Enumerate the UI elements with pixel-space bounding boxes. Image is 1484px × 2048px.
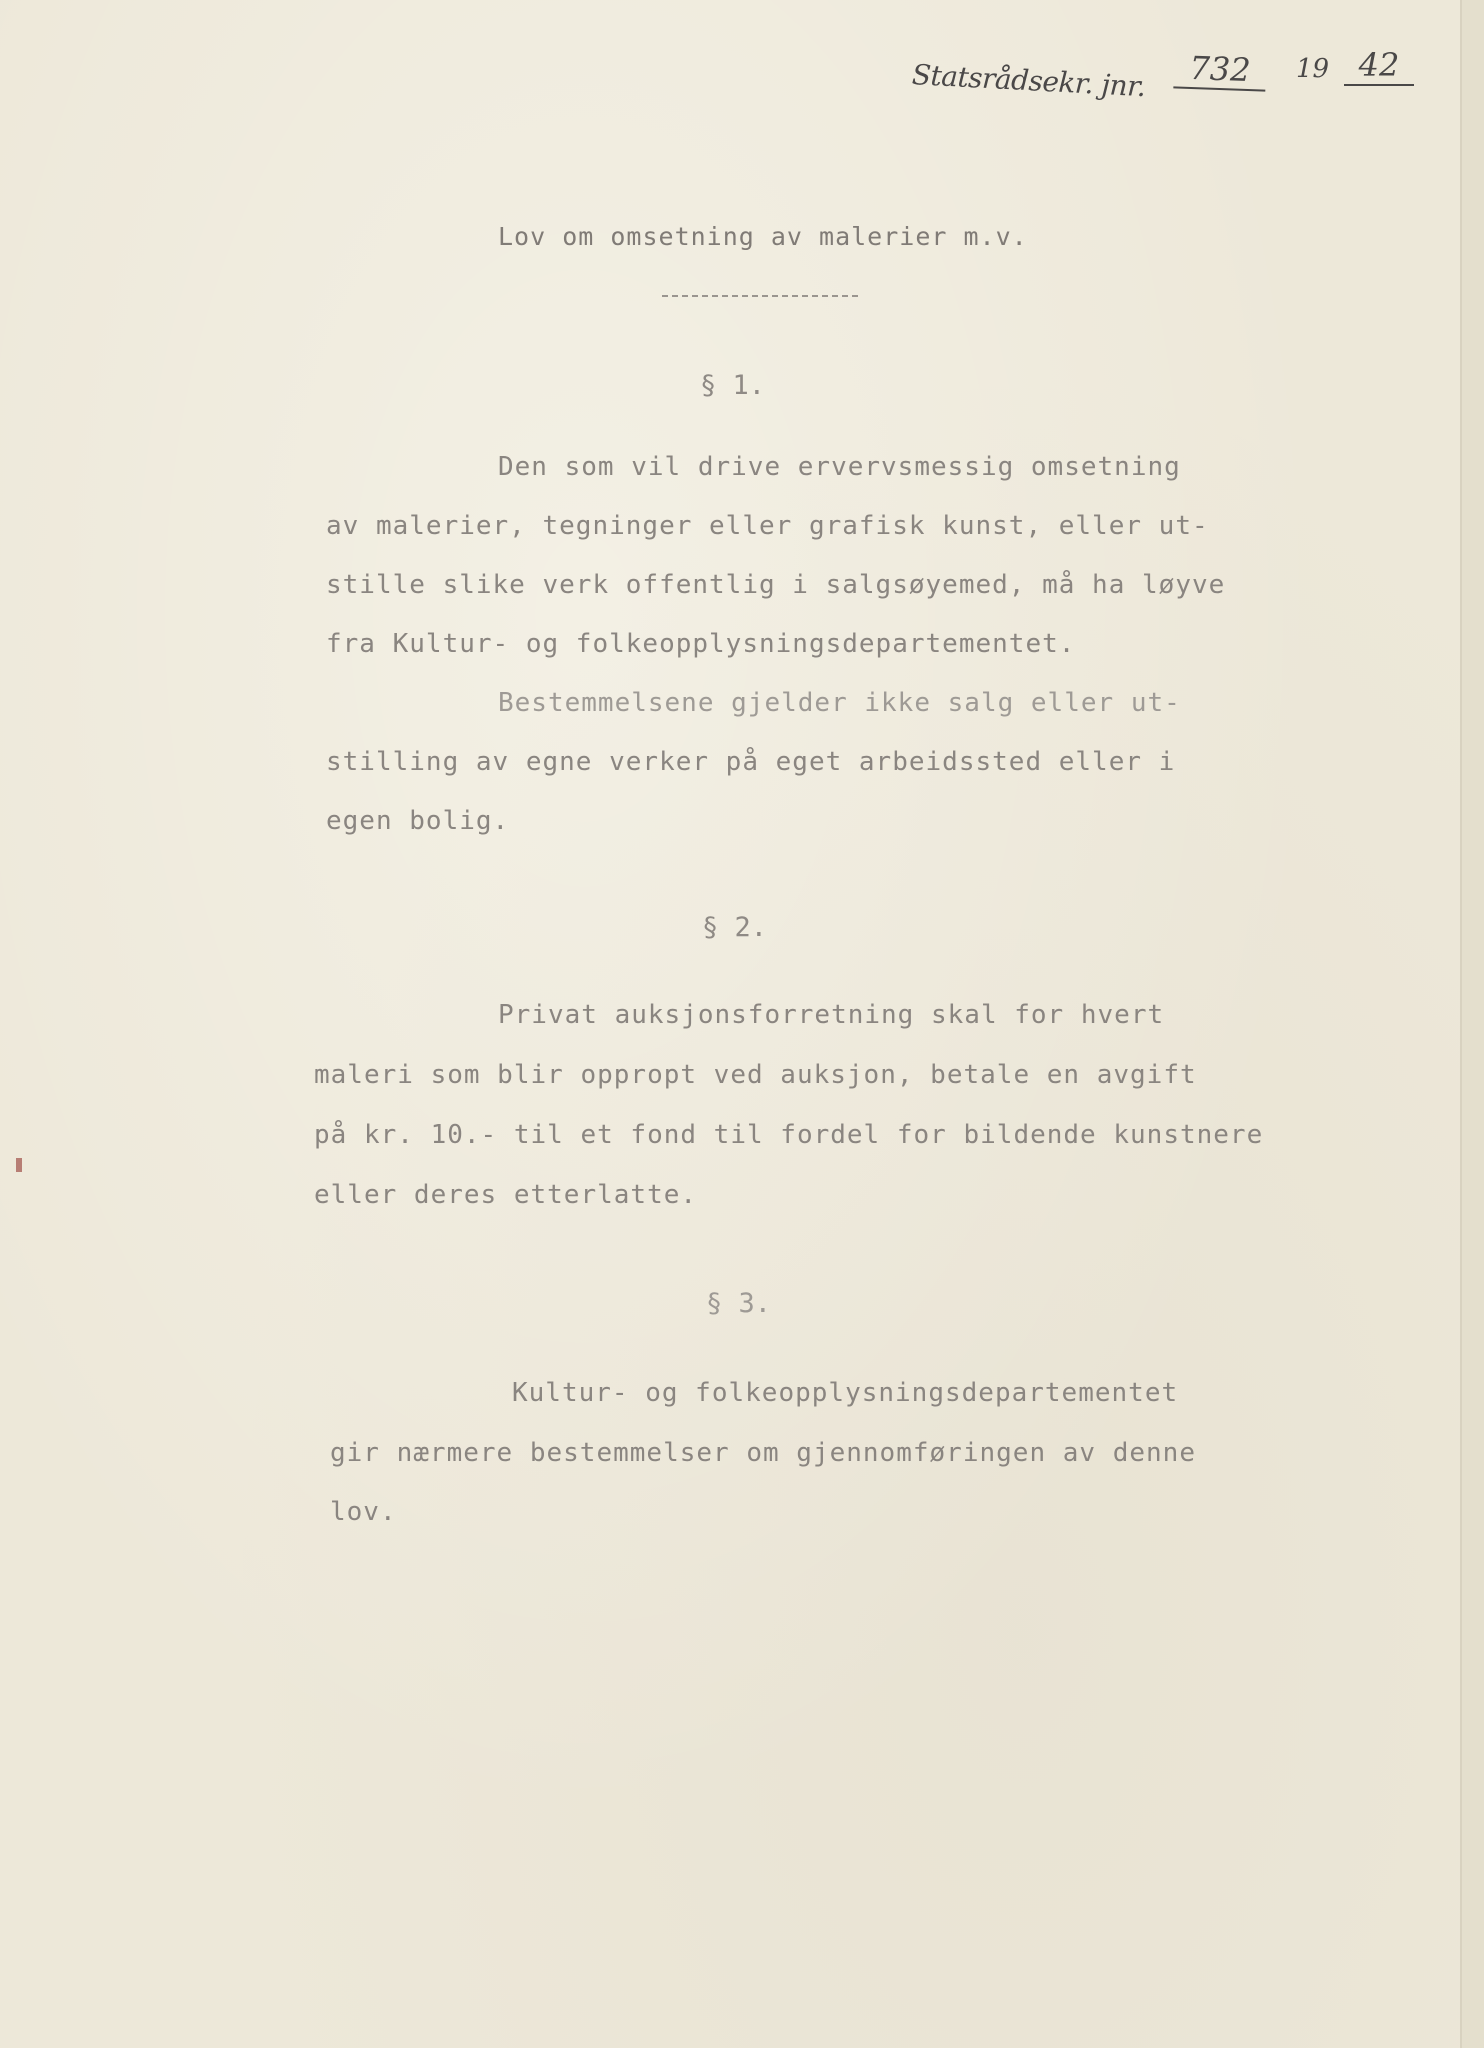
stamp-label: Statsrådsekr. jnr. (911, 58, 1147, 104)
paragraph-line: maleri som blir oppropt ved auksjon, betale en avgift (314, 1060, 1197, 1090)
paragraph-line: Privat auksjonsforretning skal for hvert (498, 1000, 1165, 1030)
paragraph-line: stille slike verk offentlig i salgsøyemed, må ha løyve (326, 570, 1226, 600)
journal-stamp (912, 44, 1432, 104)
paragraph-line: av malerier, tegninger eller grafisk kunst, eller ut- (326, 511, 1209, 541)
stamp-year-prefix: 19 (1296, 54, 1330, 84)
stamp-year-suffix: 42 (1344, 46, 1414, 86)
paragraph-line: Kultur- og folkeopplysningsdepartementet (512, 1378, 1179, 1408)
section-heading-3: § 3. (706, 1288, 772, 1319)
document-title: Lov om omsetning av malerier m.v. (498, 222, 1028, 251)
section-heading-1: § 1. (700, 370, 766, 401)
paragraph-line: på kr. 10.- til et fond til fordel for bildende kunstnere (314, 1120, 1264, 1150)
paragraph-line: gir nærmere bestemmelser om gjennomføringen av denne (330, 1438, 1196, 1468)
title-underline (662, 295, 858, 297)
paragraph-line: lov. (330, 1497, 397, 1527)
paragraph-line: eller deres etterlatte. (314, 1180, 698, 1210)
paragraph-line: egen bolig. (326, 806, 510, 836)
section-heading-2: § 2. (702, 912, 768, 943)
paragraph-line: Den som vil drive ervervsmessig omsetning (498, 452, 1181, 482)
paragraph-line: stilling av egne verker på eget arbeidssted eller i (326, 747, 1176, 777)
paragraph-line: fra Kultur- og folkeopplysningsdepartementet. (326, 629, 1076, 659)
stamp-journal-number: 732 (1173, 48, 1266, 91)
paragraph-line: Bestemmelsene gjelder ikke salg eller ut- (498, 688, 1181, 718)
